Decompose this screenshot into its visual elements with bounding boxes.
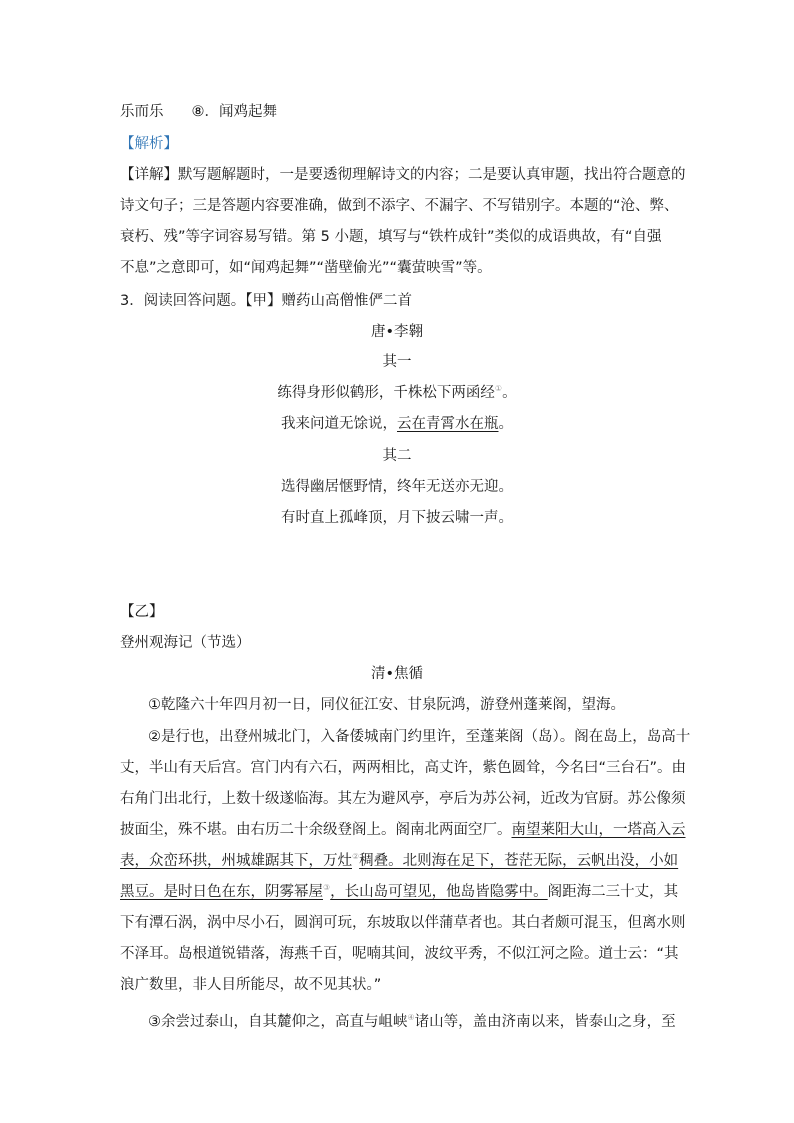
- poem-punct: 。: [498, 416, 513, 432]
- analysis-detail-line: 不息”之意即可，如“闻鸡起舞”“凿壁偷光”“囊萤映雪”等。: [120, 260, 492, 276]
- analysis-detail-line: 诗文句子；三是答题内容要准确，做到不添字、不漏字、不写错别字。本题的“沧、弊、: [120, 198, 679, 214]
- poem-text: 我来问道无馀说，: [281, 416, 397, 432]
- paragraph-line: 浪广数里，非人目所能尽，故不见其状。”: [120, 977, 382, 993]
- paragraph-line: 不泽耳。岛根道锐错落，海燕千百，呢喃其间，波纹平秀，不似江河之险。道士云：“其: [120, 946, 679, 962]
- underlined-text: 表，众峦环拱，州城雄踞其下，万灶: [120, 853, 352, 869]
- poem-line: [0, 414, 794, 434]
- footnote-marker: ④: [407, 1013, 415, 1022]
- underlined-text: ，长山岛可望见，他岛皆隐雾中。: [330, 884, 548, 900]
- paragraph-line: [148, 1012, 708, 1032]
- footnote-marker: ①: [494, 384, 503, 393]
- paragraph-line: ②是行也，出登州城北门，入备倭城南门约里许，至蓬莱阁（岛）。阁在岛上，岛高十: [148, 729, 691, 745]
- poem-line: 选得幽居惬野情，终年无送亦无迎。: [281, 479, 513, 495]
- text-span: 阁距海二三十丈，其: [547, 884, 679, 900]
- poem-line: 有时直上孤峰顶，月下披云啸一声。: [281, 510, 513, 526]
- answer-line: [120, 102, 680, 122]
- poem-author: 唐•李翱: [370, 324, 424, 340]
- paragraph-line: ①乾隆六十年四月初一日，同仪征江安、甘泉阮鸿，游登州蓬莱阁，望海。: [148, 697, 625, 713]
- underlined-text: 稠叠。北则海在足下，苍茫无际，云帆出没，小如: [359, 853, 679, 869]
- footnote-marker: ③: [323, 883, 331, 892]
- paragraph-line: [120, 851, 680, 871]
- question-title: 3．阅读回答问题。【甲】赠药山高僧惟俨二首: [120, 293, 412, 309]
- passage-author: 清•焦循: [370, 666, 424, 682]
- footnote-marker: ②: [352, 852, 360, 861]
- poem-part-title: 其二: [382, 448, 412, 464]
- answer-prefix: 乐而乐: [120, 104, 164, 120]
- paragraph-line: 右角门出北行，上数十级遂临海。其左为避风亭，亭后为苏公祠，近改为官厨。苏公像须: [120, 791, 686, 807]
- poem-part-title: 其一: [382, 354, 412, 370]
- analysis-detail-line: 【详解】默写题解题时，一是要透彻理解诗文的内容；二是要认真审题，找出符合题意的: [120, 167, 686, 183]
- text-span: 诸山等，盖由济南以来，皆泰山之身，至: [414, 1014, 676, 1030]
- analysis-heading: 【解析】: [120, 136, 178, 152]
- underlined-text: 南望莱阳大山，一塔高入云: [511, 822, 686, 838]
- poem-punct: 。: [502, 385, 517, 401]
- underlined-text: 黑豆。是时日色在东，阴雾幂屋: [120, 884, 323, 900]
- paragraph-line: [120, 882, 680, 902]
- underlined-text: 云在青霄水在瓶: [397, 416, 499, 432]
- poem-text: 练得身形似鹤形，千株松下两函经: [277, 385, 495, 401]
- passage-title: 登州观海记（节选）: [120, 635, 251, 651]
- paragraph-line: 丈，半山有天后宫。宫门内有六石，两两相比，高丈许，紫色圆耸，今名曰“三台石”。由: [120, 760, 687, 776]
- text-span: 披面尘，殊不堪。由右历二十余级登阁上。阁南北两面空厂。: [120, 822, 512, 838]
- part-label: 【乙】: [120, 604, 164, 620]
- answer-item: ⑧．闻鸡起舞: [191, 104, 277, 120]
- text-span: ③余尝过泰山，自其麓仰之，高直与岨峡: [148, 1014, 408, 1030]
- paragraph-line: [120, 820, 686, 840]
- paragraph-line: 下有潭石涡，涡中尽小石，圆润可玩，东坡取以伴蒲草者也。其白者颇可混玉，但离水则: [120, 915, 686, 931]
- analysis-detail-line: 衰朽、残”等字词容易写错。第 5 小题，填写与“铁杵成针”类似的成语典故，有“自强: [120, 229, 662, 245]
- poem-line: [0, 383, 794, 403]
